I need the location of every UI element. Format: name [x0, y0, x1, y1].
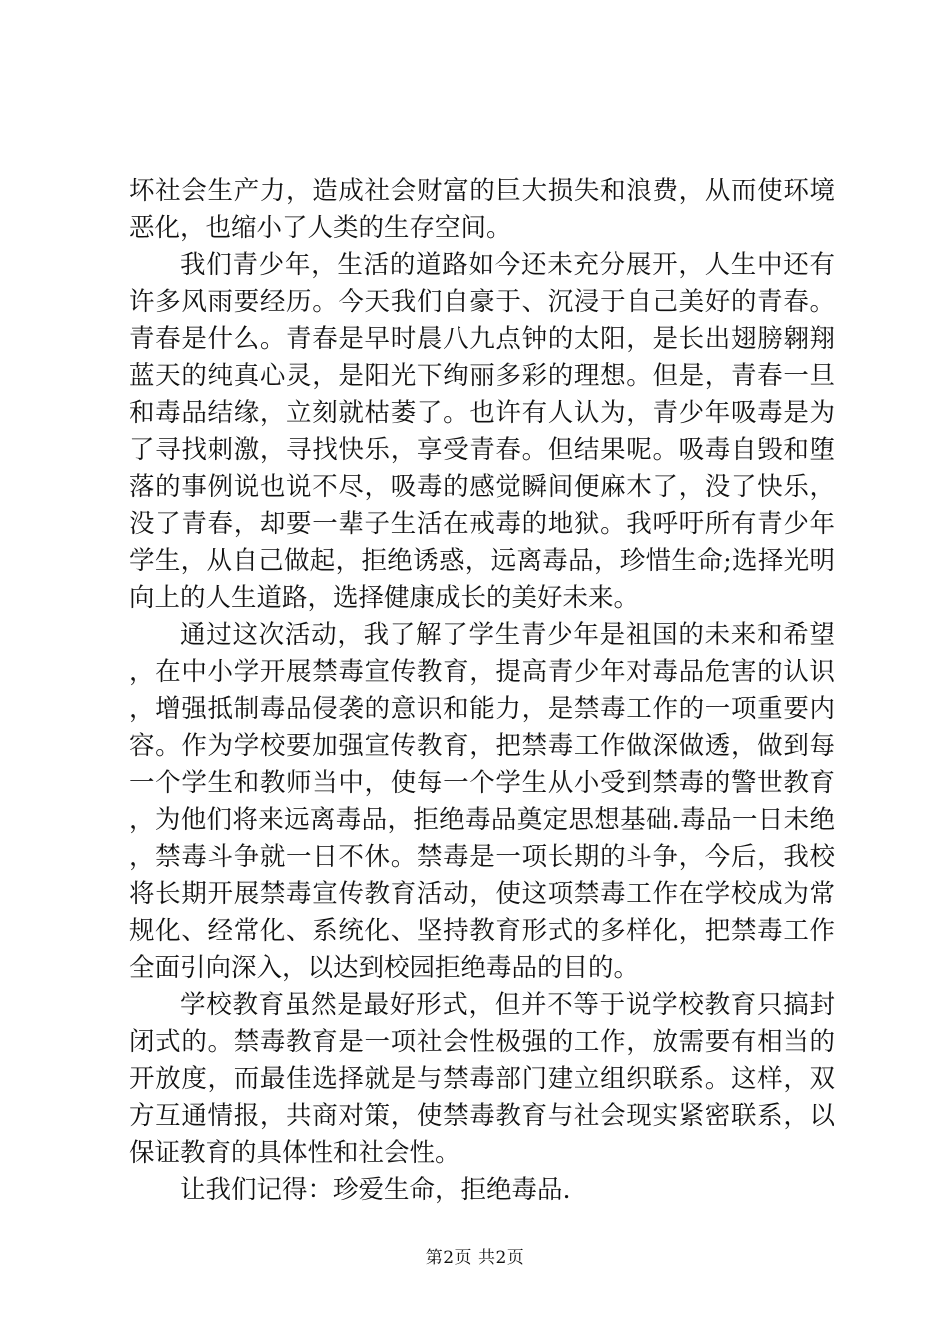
page-number-footer: 第2页 共2页 — [425, 1248, 525, 1268]
paragraph-youth: 我们青少年，生活的道路如今还未充分展开，人生中还有许多风雨要经历。今天我们自豪于、沉浸于自己美好的青春。青春是什么。青春是早时晨八九点钟的太阳，是长出翅膀翱翔蓝天的纯真心灵，是阳光下绚丽多彩的理想。但是，青春一旦和毒品结缘，立刻就枯萎了。也许有人认为，青少年吸毒是为了寻找刺激，寻找快乐，享受青春。但结果呢。吸毒自毁和堕落的事例说也说不尽，吸毒的感觉瞬间便麻木了，没了快乐，没了青春，却要一辈子生活在戒毒的地狱。我呼吁所有青少年学生，从自己做起，拒绝诱惑，远离毒品，珍惜生命;选择光明向上的人生道路，选择健康成长的美好未来。 — [129, 250, 835, 613]
document-body — [129, 173, 835, 1209]
paragraph-closing: 让我们记得：珍爱生命，拒绝毒品. — [180, 1175, 571, 1205]
paragraph-continued: 坏社会生产力，造成社会财富的巨大损失和浪费，从而使环境恶化，也缩小了人类的生存空间。 — [129, 176, 835, 243]
paragraph-activity: 通过这次活动，我了解了学生青少年是祖国的未来和希望，在中小学开展禁毒宣传教育，提高青少年对毒品危害的认识，增强抵制毒品侵袭的意识和能力，是禁毒工作的一项重要内容。作为学校要加强宣传教育，把禁毒工作做深做透，做到每一个学生和教师当中，使每一个学生从小受到禁毒的警世教育，为他们将来远离毒品，拒绝毒品奠定思想基础.毒品一日未绝，禁毒斗争就一日不休。禁毒是一项长期的斗争，今后，我校将长期开展禁毒宣传教育活动，使这项禁毒工作在学校成为常规化、经常化、系统化、坚持教育形式的多样化，把禁毒工作全面引向深入，以达到校园拒绝毒品的目的。 — [129, 620, 835, 983]
paragraph-school-education: 学校教育虽然是最好形式，但并不等于说学校教育只搞封闭式的。禁毒教育是一项社会性极强的工作，放需要有相当的开放度，而最佳选择就是与禁毒部门建立组织联系。这样，双方互通情报，共商对策，使禁毒教育与社会现实紧密联系，以保证教育的具体性和社会性。 — [129, 990, 835, 1168]
